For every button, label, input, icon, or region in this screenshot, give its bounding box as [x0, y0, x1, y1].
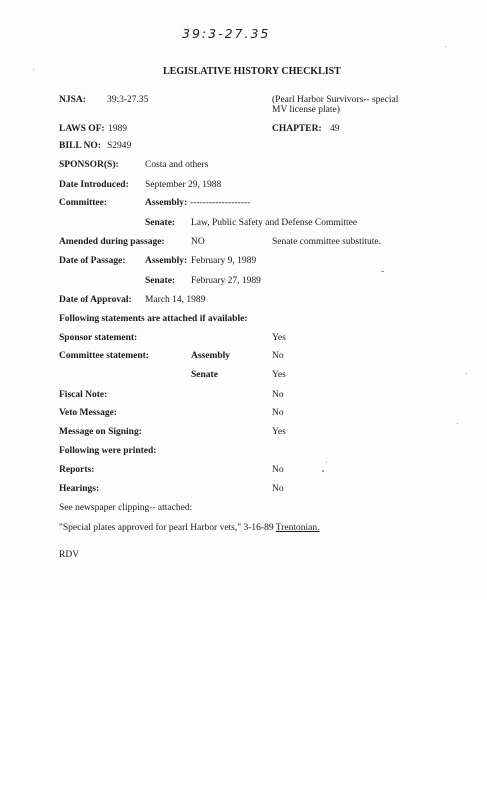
passage-label: Date of Passage:	[59, 256, 126, 266]
amended-note: Senate committee substitute.	[272, 237, 381, 247]
scan-speck	[381, 271, 384, 272]
njsa-value: 39:3-27.35	[107, 95, 149, 105]
committee-senate-value: Law, Public Safety and Defense Committee	[191, 218, 358, 228]
clipping-quote: "Special plates approved for pearl Harbor vets," 3-16-89	[59, 523, 274, 533]
statements-heading: Following statements are attached if available:	[59, 314, 248, 324]
passage-assembly-label: Assembly:	[145, 256, 188, 266]
committee-assembly-label: Assembly:	[145, 198, 188, 208]
initials: RDV	[59, 550, 80, 560]
printed-heading: Following were printed:	[59, 446, 157, 456]
sponsor-value: Costa and others	[145, 160, 209, 170]
njsa-subject-line1: (Pearl Harbor Survivors-- special	[272, 95, 399, 105]
date-introduced-label: Date Introduced:	[59, 180, 129, 190]
veto-message-label: Veto Message:	[59, 408, 117, 418]
scan-speck	[445, 46, 446, 47]
scan-speck	[322, 470, 324, 472]
committee-label: Committee:	[59, 198, 108, 208]
date-introduced-value: September 29, 1988	[145, 180, 222, 190]
clipping-line	[59, 523, 320, 534]
committee-statement-assembly-label: Assembly	[191, 351, 231, 361]
fiscal-note-value: No	[272, 390, 284, 400]
approval-label: Date of Approval:	[59, 295, 132, 305]
fiscal-note-label: Fiscal Note:	[59, 390, 108, 400]
sponsor-statement-label: Sponsor statement:	[59, 333, 138, 343]
committee-statement-senate-label: Senate	[191, 370, 218, 380]
chapter-label: CHAPTER:	[272, 124, 322, 134]
hearings-label: Hearings:	[59, 484, 100, 494]
passage-assembly-value: February 9, 1989	[191, 256, 257, 266]
chapter-value: 49	[330, 124, 340, 134]
reports-label: Reports:	[59, 465, 95, 475]
committee-statement-senate-value: Yes	[272, 370, 286, 380]
sponsor-label: SPONSOR(S):	[59, 160, 119, 170]
njsa-subject-line2: MV license plate)	[272, 105, 340, 115]
document-title: LEGISLATIVE HISTORY CHECKLIST	[163, 66, 341, 77]
bill-no-label: BILL NO:	[59, 141, 101, 151]
bill-no-value: S2949	[107, 141, 132, 151]
committee-statement-label: Committee statement:	[59, 351, 149, 361]
laws-of-label: LAWS OF:	[59, 124, 105, 134]
reports-value: No	[272, 465, 284, 475]
amended-label: Amended during passage:	[59, 237, 165, 247]
clipping-source: Trentonian.	[275, 523, 320, 533]
laws-of-value: 1989	[108, 124, 127, 134]
committee-senate-label: Senate:	[145, 218, 176, 228]
approval-value: March 14, 1989	[145, 295, 206, 305]
scan-speck	[457, 423, 458, 424]
handwritten-reference: 39:3-27.35	[182, 26, 271, 41]
scan-speck	[466, 373, 467, 374]
passage-senate-value: February 27, 1989	[191, 276, 261, 286]
njsa-label: NJSA:	[59, 95, 86, 105]
clipping-note: See newspaper clipping-- attached:	[59, 503, 193, 513]
amended-value: NO	[191, 237, 205, 247]
message-on-signing-value: Yes	[272, 427, 286, 437]
passage-senate-label: Senate:	[145, 276, 176, 286]
veto-message-value: No	[272, 408, 284, 418]
scan-speck	[33, 69, 34, 70]
scan-speck	[326, 462, 327, 463]
hearings-value: No	[272, 484, 284, 494]
committee-statement-assembly-value: No	[272, 351, 284, 361]
committee-assembly-value: -------------------	[190, 198, 251, 208]
sponsor-statement-value: Yes	[272, 333, 286, 343]
message-on-signing-label: Message on Signing:	[59, 427, 142, 437]
